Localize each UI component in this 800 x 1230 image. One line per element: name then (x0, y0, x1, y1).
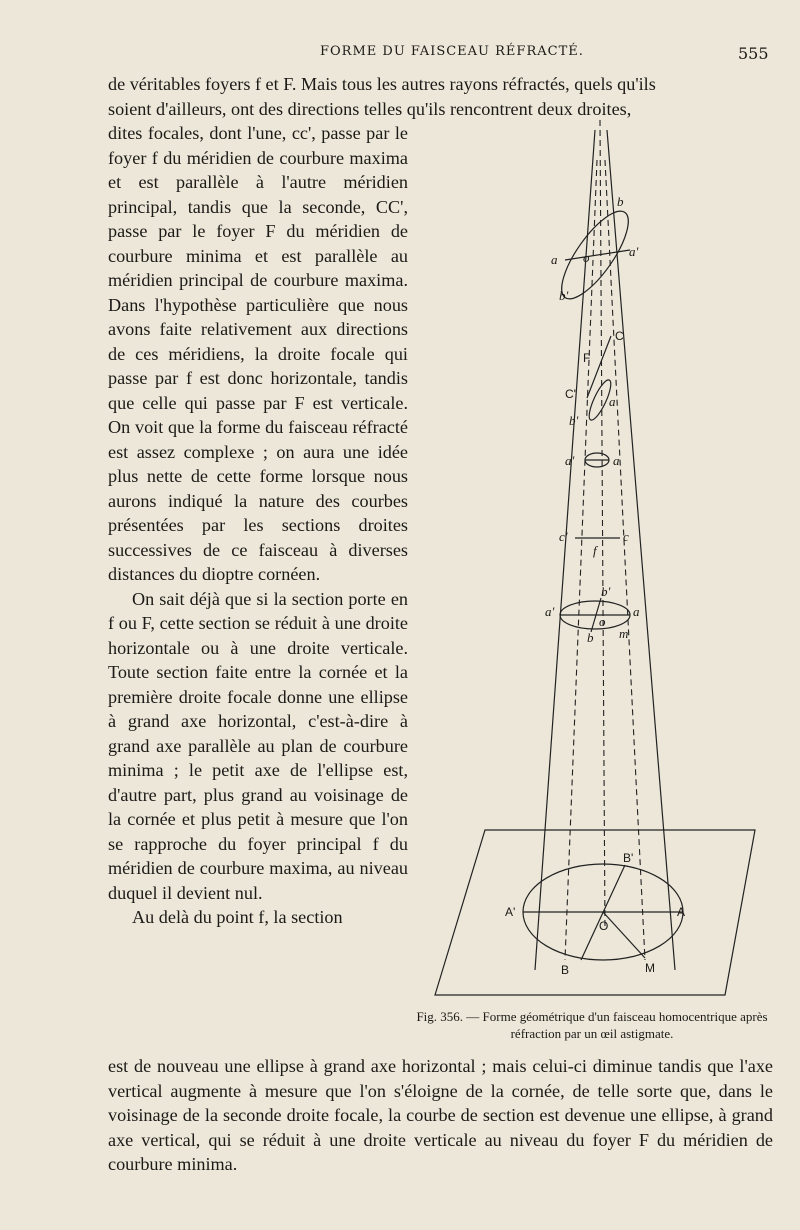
label-B-prime: B' (623, 851, 634, 865)
label-m: m (619, 626, 629, 641)
label-a-top: a (551, 252, 558, 267)
astigmatic-beam-figure (415, 100, 795, 1020)
running-title: FORME DU FAISCEAU RÉFRACTÉ. (320, 44, 584, 59)
label-F: F (583, 351, 591, 365)
beam-dash-right (605, 160, 645, 960)
screen-radius-OM (603, 912, 645, 958)
paragraph-beyond-start: Au delà du point f, la section (132, 907, 343, 927)
label-b-prime-lower: b' (601, 584, 611, 599)
figure-caption: Fig. 356. — Forme géométrique d'un faisceau homocentrique après réfraction par un œil astigmate. (416, 1009, 768, 1041)
label-A: A (677, 905, 686, 919)
label-c: c (623, 529, 629, 544)
label-c-prime: c' (559, 529, 568, 544)
beam-edge-right (607, 130, 675, 970)
label-o-lower: o (599, 614, 606, 629)
label-C: C (615, 329, 624, 343)
label-B: B (561, 963, 570, 977)
label-C-prime: C' (565, 387, 576, 401)
paragraph-focales: dites focales, dont l'une, cc', passe par le foyer f du méridien de courbure maxima et est parallèle à l'autre méridien principal, tandis que la seconde, CC', passe par le foyer F du méridien de courbure minima et est parallèle au méridien principal de courbure maxima. Dans l'hypothèse particulière que nous avons faite relativement aux directions de ces méridiens, la droite focale qui passe par f est donc horizontale, tandis que celle qui passe par F est verticale. On voit que la forme du faisceau réfracté est assez complexe ; on aura une idée plus nette de cette forme lorsque nous aurons indiqué la nature des courbes présentées par les sections droites successives de ce faisceau à diverses distances du dioptre cornéen. (108, 123, 408, 584)
beam-dash-left (565, 160, 597, 960)
label-b-lower: b (587, 630, 594, 645)
label-M: M (645, 961, 655, 975)
label-b-top: b (617, 194, 624, 209)
continued-text (108, 1054, 773, 1177)
label-a-prime-low: a' (565, 453, 575, 468)
paragraph-sections: On sait déjà que si la section porte en f ou F, cette section se réduit à une droite horizontale ou à une droite verticale. Toute section faite entre la cornée et la première droite focale donne une ellipse à grand axe horizontal, c'est-à-dire à grand axe parallèle au plan de courbure minima ; le petit axe de l'ellipse est, d'autre part, plus grand au voisinage de la cornée et plus petit à mesure que l'on se rapproche du foyer principal f du méridien de courbure maxima, au niveau duquel il devient nul. (108, 588, 408, 903)
label-b-prime-mid: b' (569, 413, 579, 428)
label-a-prime-lower: a' (545, 604, 555, 619)
label-o-top: o (583, 250, 590, 265)
label-f: f (593, 543, 597, 558)
label-O: O (599, 919, 609, 933)
label-A-prime: A' (505, 905, 516, 919)
label-a-lower: a (633, 604, 640, 619)
text-line-1: de véritables foyers f et F. Mais tous les autres rayons réfractés, quels qu'ils (108, 74, 656, 94)
label-a-prime-top: a' (629, 244, 639, 259)
optical-axis (600, 120, 605, 930)
top-major-axis (565, 250, 630, 260)
label-a-mid: a (609, 394, 616, 409)
text-line-2: soient d'ailleurs, ont des directions telles qu'ils rencontrent deux droites, (108, 98, 632, 119)
label-b-prime-top: b' (559, 288, 569, 303)
paragraph-beyond-rest: est de nouveau une ellipse à grand axe horizontal ; mais celui-ci diminue tandis que l'axe vertical augmente à mesure que l'on s'éloigne de la cornée, de telle sorte que, dans le voisinage de la seconde droite focale, la courbe de section est devenue une ellipse, à grand axe vertical, qui se réduit à une droite verticale au niveau du foyer F du méridien de courbure minima. (108, 1056, 773, 1174)
label-a-low: a (613, 453, 620, 468)
page-number: 555 (738, 44, 769, 63)
